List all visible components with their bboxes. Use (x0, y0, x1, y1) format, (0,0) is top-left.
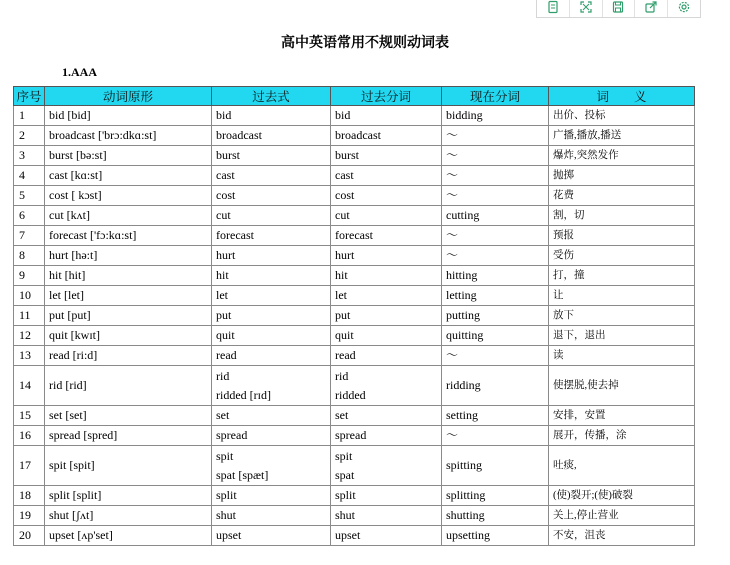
participle-variant: spit (335, 448, 353, 463)
cell-present-participle: spitting (442, 446, 549, 486)
cell-present-participle: cutting (442, 206, 549, 226)
participle-variant: ridded (335, 387, 366, 402)
table-row (14, 446, 695, 486)
cell-past-tense: broadcast (212, 126, 331, 146)
cell-number: 2 (14, 126, 45, 146)
document-button[interactable] (537, 0, 570, 17)
table-row (14, 526, 695, 546)
cell-base-form: read [ri:d] (45, 346, 212, 366)
cell-meaning: (使)裂开;(使)破裂 (549, 486, 695, 506)
cell-past-participle: cut (331, 206, 442, 226)
table-row (14, 346, 695, 366)
header-past-participle: 过去分词 (331, 87, 442, 106)
cell-meaning: 打，撞 (549, 266, 695, 286)
cell-present-participle: ～ (442, 146, 549, 166)
document-toolbar (536, 0, 701, 18)
table-row (14, 226, 695, 246)
table-row (14, 146, 695, 166)
cell-number: 13 (14, 346, 45, 366)
cell-past-tense: burst (212, 146, 331, 166)
table-row (14, 126, 695, 146)
cell-present-participle: ～ (442, 346, 549, 366)
header-number: 序号 (14, 87, 45, 106)
cell-past-tense: put (212, 306, 331, 326)
table-body (14, 106, 695, 546)
cell-past-tense: let (212, 286, 331, 306)
cell-past-participle: broadcast (331, 126, 442, 146)
table-row (14, 206, 695, 226)
save-button[interactable] (603, 0, 636, 17)
cell-base-form: forecast ['fɔ:kɑ:st] (45, 226, 212, 246)
header-past-tense: 过去式 (212, 87, 331, 106)
cell-past-tense: upset (212, 526, 331, 546)
cell-present-participle: letting (442, 286, 549, 306)
cell-past-tense (212, 366, 331, 406)
cell-past-participle: set (331, 406, 442, 426)
cell-base-form: broadcast ['brɔ:dkɑ:st] (45, 126, 212, 146)
cell-number: 6 (14, 206, 45, 226)
cell-base-form: spit [spit] (45, 446, 212, 486)
share-button[interactable] (635, 0, 668, 17)
table-row (14, 186, 695, 206)
cell-base-form: burst [bə:st] (45, 146, 212, 166)
cell-number: 4 (14, 166, 45, 186)
cell-past-tense: read (212, 346, 331, 366)
cell-present-participle: ～ (442, 226, 549, 246)
cell-number: 7 (14, 226, 45, 246)
cell-present-participle: ～ (442, 166, 549, 186)
cell-base-form: cut [kʌt] (45, 206, 212, 226)
cell-base-form: set [set] (45, 406, 212, 426)
page-title: 高中英语常用不规则动词表 (281, 34, 449, 50)
cell-past-tense: shut (212, 506, 331, 526)
cell-present-participle: quitting (442, 326, 549, 346)
cell-present-participle: bidding (442, 106, 549, 126)
table-row (14, 326, 695, 346)
cell-base-form: cost [ kɔst] (45, 186, 212, 206)
cell-meaning: 不安，沮丧 (549, 526, 695, 546)
cell-meaning: 花费 (549, 186, 695, 206)
table-row (14, 486, 695, 506)
header-base-form: 动词原形 (45, 87, 212, 106)
cell-past-participle: bid (331, 106, 442, 126)
share-icon (644, 0, 658, 14)
table-row (14, 366, 695, 406)
cell-base-form: hurt [hə:t] (45, 246, 212, 266)
cell-number: 8 (14, 246, 45, 266)
cell-meaning: 退下，退出 (549, 326, 695, 346)
cell-past-tense: split (212, 486, 331, 506)
cell-base-form: shut [ʃʌt] (45, 506, 212, 526)
cell-past-tense: set (212, 406, 331, 426)
cell-present-participle: ridding (442, 366, 549, 406)
cell-base-form: quit [kwɪt] (45, 326, 212, 346)
cell-meaning: 割，切 (549, 206, 695, 226)
cell-past-participle: put (331, 306, 442, 326)
past-form-variant: spat [spæt] (216, 467, 269, 482)
cell-past-participle: upset (331, 526, 442, 546)
document-icon (546, 0, 560, 14)
table-row (14, 166, 695, 186)
cell-past-participle: cast (331, 166, 442, 186)
past-form-variant: ridded [rɪd] (216, 387, 271, 402)
cell-meaning: 放下 (549, 306, 695, 326)
cell-meaning: 使摆脱,使去掉 (549, 366, 695, 406)
cell-base-form: spread [spred] (45, 426, 212, 446)
cell-number: 1 (14, 106, 45, 126)
gear-icon (677, 0, 691, 14)
past-form-variant: spit (216, 448, 234, 463)
cell-past-participle: spread (331, 426, 442, 446)
cell-meaning: 展开，传播，涂 (549, 426, 695, 446)
table-row (14, 306, 695, 326)
table-row (14, 286, 695, 306)
cell-past-participle: cost (331, 186, 442, 206)
table-row (14, 426, 695, 446)
cell-meaning: 受伤 (549, 246, 695, 266)
cell-base-form: rid [rid] (45, 366, 212, 406)
past-form-variant: rid (216, 368, 230, 383)
table-header-row (14, 87, 695, 106)
cell-past-tense: hit (212, 266, 331, 286)
cell-number: 14 (14, 366, 45, 406)
header-meaning: 词 义 (549, 87, 695, 106)
cell-meaning: 安排，安置 (549, 406, 695, 426)
fullscreen-icon (579, 0, 593, 14)
cell-meaning: 让 (549, 286, 695, 306)
cell-present-participle: ～ (442, 186, 549, 206)
participle-variant: rid (335, 368, 349, 383)
cell-past-participle (331, 446, 442, 486)
cell-meaning: 吐痰, (549, 446, 695, 486)
cell-number: 16 (14, 426, 45, 446)
cell-present-participle: upsetting (442, 526, 549, 546)
cell-meaning: 抛掷 (549, 166, 695, 186)
cell-past-tense: forecast (212, 226, 331, 246)
cell-present-participle: ～ (442, 426, 549, 446)
cell-present-participle: ～ (442, 126, 549, 146)
cell-number: 11 (14, 306, 45, 326)
cell-present-participle: hitting (442, 266, 549, 286)
cell-present-participle: putting (442, 306, 549, 326)
cell-meaning: 读 (549, 346, 695, 366)
cell-past-participle: quit (331, 326, 442, 346)
cell-past-participle: hit (331, 266, 442, 286)
cell-base-form: bid [bid] (45, 106, 212, 126)
cell-past-tense: hurt (212, 246, 331, 266)
cell-past-tense: spread (212, 426, 331, 446)
cell-base-form: upset [ʌp'set] (45, 526, 212, 546)
cell-number: 3 (14, 146, 45, 166)
cell-base-form: hit [hit] (45, 266, 212, 286)
participle-variant: spat (335, 467, 355, 482)
cell-number: 20 (14, 526, 45, 546)
cell-past-tense (212, 446, 331, 486)
cell-present-participle: ～ (442, 246, 549, 266)
cell-number: 5 (14, 186, 45, 206)
cell-past-participle: forecast (331, 226, 442, 246)
section-heading: 1.AAA (62, 65, 97, 79)
cell-meaning: 关上,停止营业 (549, 506, 695, 526)
cell-past-tense: cost (212, 186, 331, 206)
cell-number: 18 (14, 486, 45, 506)
cell-number: 15 (14, 406, 45, 426)
table-row (14, 106, 695, 126)
save-icon (611, 0, 625, 14)
cell-number: 10 (14, 286, 45, 306)
settings-button[interactable] (668, 0, 700, 17)
cell-number: 9 (14, 266, 45, 286)
cell-meaning: 出价、投标 (549, 106, 695, 126)
fullscreen-button[interactable] (570, 0, 603, 17)
cell-base-form: cast [kɑ:st] (45, 166, 212, 186)
cell-past-participle (331, 366, 442, 406)
cell-number: 12 (14, 326, 45, 346)
header-present-participle: 现在分词 (442, 87, 549, 106)
cell-number: 17 (14, 446, 45, 486)
cell-present-participle: shutting (442, 506, 549, 526)
cell-past-tense: cast (212, 166, 331, 186)
table-row (14, 266, 695, 286)
cell-past-tense: quit (212, 326, 331, 346)
cell-past-participle: let (331, 286, 442, 306)
cell-past-participle: burst (331, 146, 442, 166)
cell-present-participle: setting (442, 406, 549, 426)
cell-base-form: split [split] (45, 486, 212, 506)
cell-present-participle: splitting (442, 486, 549, 506)
cell-past-participle: read (331, 346, 442, 366)
irregular-verbs-table (13, 86, 695, 546)
cell-past-participle: shut (331, 506, 442, 526)
cell-base-form: let [let] (45, 286, 212, 306)
cell-meaning: 广播,播放,播送 (549, 126, 695, 146)
cell-past-tense: bid (212, 106, 331, 126)
table-row (14, 406, 695, 426)
cell-meaning: 预报 (549, 226, 695, 246)
cell-base-form: put [put] (45, 306, 212, 326)
cell-past-tense: cut (212, 206, 331, 226)
cell-past-participle: split (331, 486, 442, 506)
table-row (14, 246, 695, 266)
table-row (14, 506, 695, 526)
cell-meaning: 爆炸,突然发作 (549, 146, 695, 166)
cell-number: 19 (14, 506, 45, 526)
cell-past-participle: hurt (331, 246, 442, 266)
